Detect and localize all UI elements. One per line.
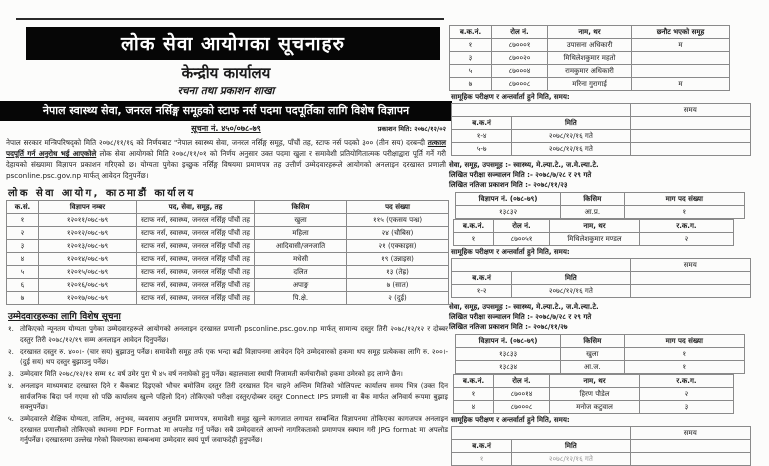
col-header-roll: रोल नं. <box>492 26 548 39</box>
table-cell: पि.क्षे. <box>255 292 347 305</box>
col-header-demand: माग पद संख्या <box>624 335 744 348</box>
publish-date: प्रकाशन मिति: २०७८/१२/०२ <box>377 125 446 133</box>
table-cell: १२०१५/०७८-७९ <box>39 266 137 279</box>
table-cell: १२०१३/०७८-७९ <box>39 240 137 253</box>
table-cell <box>630 143 750 156</box>
table-cell: ५ <box>7 266 39 279</box>
table-cell: २०७८/१२/१६ गते <box>512 143 630 156</box>
table-row <box>456 361 745 374</box>
table-cell: दलित <box>255 266 347 279</box>
section1-meta <box>449 161 769 190</box>
table-cell: ५-७ <box>452 143 512 156</box>
table-cell: खुला <box>561 348 624 361</box>
table-row <box>454 388 734 401</box>
schedule-label: सामूहिक परीक्षण र अन्तर्वार्ता हुने मिति, समय: <box>451 416 570 424</box>
table-cell: २०७८/१२/१६ गते <box>512 285 630 298</box>
selected-candidates-table <box>449 25 730 91</box>
table-cell: हिरण पौडेल <box>550 388 640 401</box>
col-header-date: मिति <box>512 440 630 453</box>
table-cell: १ <box>624 348 744 361</box>
table-cell: मिथिलेशकुमार मण्डल <box>550 233 640 246</box>
table-cell: १ <box>454 233 494 246</box>
item-text: दरखास्त दस्तुर रु. ४००।- (चार सय) बुझाउनु पर्नेछ। समावेशी समूह तर्फ एक भन्दा बढी विज्ञापनमा आवेदन दिने उम्मेदवारको हकमा थप समूह प्रत्येकका लागि रु. २००।- (दुई सय) थप दस्तुर बुझाउनु पर्नेछ। <box>20 347 448 366</box>
col-header-bkn: ब.क.नं. <box>450 26 492 39</box>
branch-heading: रचना तथा प्रकाशन शाखा <box>177 85 275 97</box>
table-row <box>7 279 449 292</box>
special-notice-list <box>8 324 448 446</box>
table-row <box>7 266 449 279</box>
table-row <box>452 130 751 143</box>
table-cell: ३ <box>450 52 492 65</box>
table-cell: ६ <box>7 279 39 292</box>
table-cell: २ (दुई) <box>347 292 449 305</box>
table-row <box>454 401 734 414</box>
table-cell: ८७०००४ <box>492 65 548 78</box>
item-text: उम्मेदवारले शैक्षिक योग्यता, तालिम, अनुभव, व्यवसाय अनुमति प्रमाणपत्र, समावेशी समूह खुल्ने कागजात लगायत सम्बन्धित विज्ञापनमा तोकिएका कागजपत्र अनलाइन दरखास्त प्रणालीको तोकिएको स्थानमा PDF Format मा अपलोड गर्नु पर्नेछ। सबै उम्मेदवारले आफ्नो नागरिकताको प्रमाणपत्र स्क्यान गरी JPG format मा अपलोड गर्नुपर्नेछ। दरखास्तमा उल्लेख गरेको विवरणका सम्बन्धमा उम्मेदवार स्वयं पूर्ण जवाफदेही हुनुपर्नेछ। <box>20 415 448 444</box>
col-header-bkn: ब.क.नं <box>452 117 512 130</box>
table-cell: ५ <box>450 65 492 78</box>
table-cell: १२०११/०७८-७९ <box>39 214 137 227</box>
table-cell <box>630 130 750 143</box>
col-header-post: पद, सेवा, समूह, तह <box>137 201 255 214</box>
col-header-group: छनौट भएको समूह <box>632 26 730 39</box>
col-header-rkg: र.क.ग. <box>640 375 734 388</box>
table-cell: १ <box>452 453 512 466</box>
table-cell: १-२ <box>452 285 512 298</box>
intro-part1: नेपाल सरकार मन्त्रिपरिषद्को मिति २०७८/११/१६ को निर्णयबाट "नेपाल स्वास्थ्य सेवा, जनरल नर्सिङ्ग समूह, पाँचौं तह, स्टाफ नर्स पदको ३०० (तीन सय) दरबन्दी <box>6 138 428 147</box>
list-item <box>8 324 448 345</box>
col-header-sn: क.सं. <box>7 201 39 214</box>
table-cell: स्टाफ नर्स, स्वास्थ्य, जनरल नर्सिङ्ग पाँचौं तह <box>137 214 255 227</box>
col-header-name: नाम, थर <box>548 26 632 39</box>
result-date-line: लिखित नतिजा प्रकाशन मिति :- २०७८/११/२७ <box>449 323 568 331</box>
table-cell: ३ <box>7 240 39 253</box>
advert-table <box>455 334 745 374</box>
table-cell: खुला <box>255 214 347 227</box>
table-row <box>450 65 730 78</box>
table-cell: स्टाफ नर्स, स्वास्थ्य, जनरल नर्सिङ्ग पाँचौं तह <box>137 227 255 240</box>
table-cell: स्टाफ नर्स, स्वास्थ्य, जनरल नर्सिङ्ग पाँचौं तह <box>137 253 255 266</box>
table-cell: महिला <box>255 227 347 240</box>
table-row <box>450 39 730 52</box>
results-right-column <box>449 0 769 466</box>
table-cell: १३८३४ <box>456 361 561 374</box>
schedule-label: सामूहिक परीक्षण र अन्तर्वार्ता हुने मिति, समय: <box>451 248 570 256</box>
col-header-advert-no: विज्ञापन नं. (०७८-७९) <box>456 193 561 206</box>
table-cell: ४ <box>7 253 39 266</box>
notice-meta-row <box>0 123 452 134</box>
col-header-blank <box>630 117 750 130</box>
table-cell: २०७८/१२/१६ गते <box>512 130 630 143</box>
table-cell: २ <box>7 227 39 240</box>
table-cell: आदिवासी/जनजाति <box>255 240 347 253</box>
table-cell: १३ (तेह्र) <box>347 266 449 279</box>
table-cell: मिथिलेशकुमार महतो <box>548 52 632 65</box>
table-cell: ८७०००८ <box>492 78 548 91</box>
col-header-date: मिति <box>512 272 630 285</box>
service-line: सेवा, समूह, उपसमूह :- स्वास्थ्य, मे.ल्या.टे., ज.मे.ल्या.टे. <box>449 161 599 169</box>
col-header-roll: रोल नं. <box>494 375 550 388</box>
strip-cell <box>452 104 631 117</box>
col-header-bkn: ब.क.नं <box>452 440 512 453</box>
col-header-blank <box>630 272 750 285</box>
schedule-label: सामूहिक परीक्षण र अन्तर्वार्ता हुने मिति, समय: <box>451 93 570 101</box>
col-header-advert-no: विज्ञापन नम्बर <box>39 201 137 214</box>
table-strip-row <box>452 259 751 272</box>
col-header-blank <box>630 440 750 453</box>
item-number: ४. <box>8 382 14 390</box>
col-header-date: मिति <box>512 117 630 130</box>
table-row <box>452 285 751 298</box>
col-header-rkg: र.क.ग. <box>640 220 734 233</box>
special-notice-heading: उम्मेदवारहरूका लागि विशेष सूचना <box>8 312 121 322</box>
col-header-count: पद संख्या <box>347 201 449 214</box>
col-header-bkn: ब.क.नं <box>452 272 512 285</box>
col-header-advert-no: विज्ञापन नं. (०७८-७९) <box>456 335 561 348</box>
table-cell: आ.ज. <box>561 361 624 374</box>
list-item <box>8 347 448 368</box>
col-header-category: किसिम <box>561 193 624 206</box>
table-cell: १ <box>454 388 494 401</box>
table-cell: ७ <box>7 292 39 305</box>
section2-meta <box>449 303 769 332</box>
table-cell: १२०१६/०७८-७९ <box>39 279 137 292</box>
table-header-row <box>452 272 751 285</box>
table-row <box>7 240 449 253</box>
col-header-demand: माग पद संख्या <box>624 193 744 206</box>
table-cell: ११५ (एकसय पन्ध्र) <box>347 214 449 227</box>
table-row <box>7 292 449 305</box>
exam-date-line: लिखित परीक्षा सञ्चालन मिति :- २०७८/७/२८ र २९ गते <box>449 171 592 179</box>
table-cell: १ <box>624 206 744 219</box>
table-cell <box>632 65 730 78</box>
table-row <box>454 233 734 246</box>
item-number: ३. <box>8 370 14 378</box>
list-item <box>8 381 448 413</box>
strip-cell <box>452 259 631 272</box>
table-cell: १९ (उन्नाइस) <box>347 253 449 266</box>
table-cell: ८७००२० <box>492 52 548 65</box>
item-number: ५. <box>8 415 14 423</box>
table-cell: २१ (एक्काइस) <box>347 240 449 253</box>
item-text: तोकिएको न्यूनतम योग्यता पुगेका उम्मेदवारहरूले आयोगको अनलाइन दरखास्त प्रणाली psconline.psc.gov.np मार्फत् सामान्य दस्तुर तिरी २०७८/१२/१२ र दोब्बर दस्तुर तिरी २०७८/१२/१९ सम्म अनलाइन आवेदन दिनुपर्नेछ। <box>20 325 448 344</box>
table-cell: १२०१७/०७८-७९ <box>39 292 137 305</box>
table-row <box>450 78 730 91</box>
table-cell: आ.प्र. <box>561 206 624 219</box>
result-date-line: लिखित नतिजा प्रकाशन मिति :- २०७८/११/२३ <box>449 181 568 189</box>
table-cell: स्टाफ नर्स, स्वास्थ्य, जनरल नर्सिङ्ग पाँचौं तह <box>137 279 255 292</box>
table-header-row <box>450 26 730 39</box>
table-cell: स्टाफ नर्स, स्वास्थ्य, जनरल नर्सिङ्ग पाँचौं तह <box>137 266 255 279</box>
item-text: उम्मेदवार मिति २०७८/१२/१२ सम्म १८ वर्ष उमेर पुरा भै ४५ वर्ष ननाघेको हुनु पर्नेछ। बहालवाला स्थायी निजामती कर्मचारीको हकमा उमेरको हद लाग्ने छैन। <box>20 370 403 378</box>
advert-table <box>455 192 745 219</box>
table-cell: २०७८/१२/१६ गते <box>512 453 630 466</box>
intro-part2: लोक सेवा आयोगको मिति २०७८/११/०१ को निर्णय अनुसार उक्त पदमा खुला र समावेशी प्रतियोगितात्मक परीक्षाद्वारा पूर्ति गर्ने गरी देहायको संख्यामा विज्ञापन प्रकाशन गरिएको छ। योग्यता पुगेका इच्छुक नर्सिङ्ग विषयमा प्रमाणपत्र तह उत्तीर्ण उम्मेदवारहरूले आयोगको अनलाइन दरखास्त प्रणाली psconline.psc.gov.np मार्फत् आवेदन दिनुपर्नेछ। <box>6 149 446 180</box>
table-cell: म <box>632 39 730 52</box>
service-line: सेवा, समूह, उपसमूह :- स्वास्थ्य, मे.ल्या.टे., ज.मे.ल्या.टे. <box>449 303 599 311</box>
schedule-table <box>451 103 751 156</box>
table-cell: उपासना अधिकारी <box>548 39 632 52</box>
list-item <box>8 414 448 446</box>
table-cell: ८७०००१ <box>492 39 548 52</box>
table-cell: २४ (चौबिस) <box>347 227 449 240</box>
central-office-heading: केन्द्रीय कार्यालय <box>181 64 271 82</box>
item-text: अनलाइन माध्यमबाट दरखास्त दिने र बैंकबाट दिइएको भौचर बमोजिम दस्तुर तिरी दरखास्त दिन चाहने अन्तिम मितिको भोलिपल्ट कार्यालय समय भित्र (उक्त दिन सार्वजनिक बिदा पर्न गएमा सो पछि कार्यालय खुल्ने पहिलो दिन) तोकिएको परीक्षा दस्तुर/दोब्बर दस्तुर Connect IPS प्रणाली वा बैंक मार्फत अनिवार्य रूपमा बुझाइ सक्नुपर्नेछ। <box>20 382 448 411</box>
page-title: लोक सेवा आयोगका सूचनाहरु <box>26 27 440 60</box>
table-cell: १ <box>624 361 744 374</box>
table-cell: ४ <box>454 401 494 414</box>
exam-date-line: लिखित परीक्षा सञ्चालन मिति :- २०७८/७/२८ र २९ गते <box>449 313 592 321</box>
table-cell: स्टाफ नर्स, स्वास्थ्य, जनरल नर्सिङ्ग पाँचौं तह <box>137 292 255 305</box>
table-cell: म <box>632 78 730 91</box>
col-header-category: किसिम <box>255 201 347 214</box>
schedule-table <box>451 258 751 298</box>
notice-number: सूचना नं. ४५०/०७८-७९ <box>191 124 261 133</box>
table-cell: ८७००१४ <box>494 388 550 401</box>
table-cell: २ <box>640 233 734 246</box>
table-cell: रामकुमार अधिकारी <box>548 65 632 78</box>
col-header-time: समय <box>630 259 750 272</box>
table-row <box>7 253 449 266</box>
table-row <box>452 143 751 156</box>
table-cell: १२०१२/०७८-७९ <box>39 227 137 240</box>
table-header-row <box>456 335 745 348</box>
col-header-time: समय <box>630 104 750 117</box>
item-number: २. <box>8 347 14 356</box>
table-cell: मरिना गुरागाई <box>548 78 632 91</box>
table-cell: ८७०००८ <box>494 401 550 414</box>
table-cell: १ <box>450 39 492 52</box>
col-header-name: नाम, थर <box>550 375 640 388</box>
table-cell <box>630 285 750 298</box>
table-cell: ८७००५१ <box>494 233 550 246</box>
table-cell: मधेसी <box>255 253 347 266</box>
table-row <box>7 227 449 240</box>
col-header-bkn: ब.क.नं. <box>454 220 494 233</box>
table-row <box>452 453 751 466</box>
kathmandu-office-heading: लोक सेवा आयोग, काठमाडौं कार्यालय <box>8 188 196 199</box>
table-strip-row <box>452 427 751 440</box>
col-header-time: समय <box>630 427 750 440</box>
recommended-names-table <box>453 374 734 414</box>
table-cell: १३८३३ <box>456 348 561 361</box>
table-cell: २ <box>640 388 734 401</box>
list-item <box>8 369 448 380</box>
strip-cell <box>452 427 631 440</box>
table-cell: १३८३२ <box>456 206 561 219</box>
table-cell <box>630 453 750 466</box>
table-cell: अपाङ्ग <box>255 279 347 292</box>
col-header-bkn: ब.क.नं. <box>454 375 494 388</box>
table-header-row <box>452 440 751 453</box>
table-cell: मनोज कटुवाल <box>550 401 640 414</box>
table-cell: १२०१४/०७८-७९ <box>39 253 137 266</box>
intro-bold: तत्काल पदपूर्ति गर्न अनुरोध भई आएकोले <box>6 138 446 158</box>
table-cell: स्टाफ नर्स, स्वास्थ्य, जनरल नर्सिङ्ग पाँचौं तह <box>137 240 255 253</box>
table-cell: ३ <box>640 401 734 414</box>
top-rule <box>16 18 444 20</box>
advertisement-banner: नेपाल स्वास्थ्य सेवा, जनरल नर्सिङ्ग समूहको स्टाफ नर्स पदमा पदपूर्तिका लागि विशेष विज्ञापन <box>0 101 452 121</box>
table-header-row <box>7 201 449 214</box>
table-row <box>450 52 730 65</box>
schedule-table <box>451 426 751 466</box>
table-strip-row <box>452 104 751 117</box>
table-cell <box>632 52 730 65</box>
table-row <box>7 214 449 227</box>
table-cell: १ <box>7 214 39 227</box>
intro-paragraph <box>6 137 446 181</box>
table-cell: ७ <box>450 78 492 91</box>
table-cell: ७ (सात) <box>347 279 449 292</box>
table-header-row <box>456 193 745 206</box>
item-number: १. <box>8 325 14 333</box>
table-header-row <box>452 117 751 130</box>
table-row <box>456 206 745 219</box>
table-cell: १-४ <box>452 130 512 143</box>
col-header-category: किसिम <box>561 335 624 348</box>
table-header-row <box>454 220 734 233</box>
col-header-roll: रोल नं. <box>494 220 550 233</box>
table-row <box>456 348 745 361</box>
recommended-names-table <box>453 219 734 246</box>
col-header-name: नाम, थर <box>550 220 640 233</box>
table-header-row <box>454 375 734 388</box>
vacancy-table <box>6 200 449 305</box>
